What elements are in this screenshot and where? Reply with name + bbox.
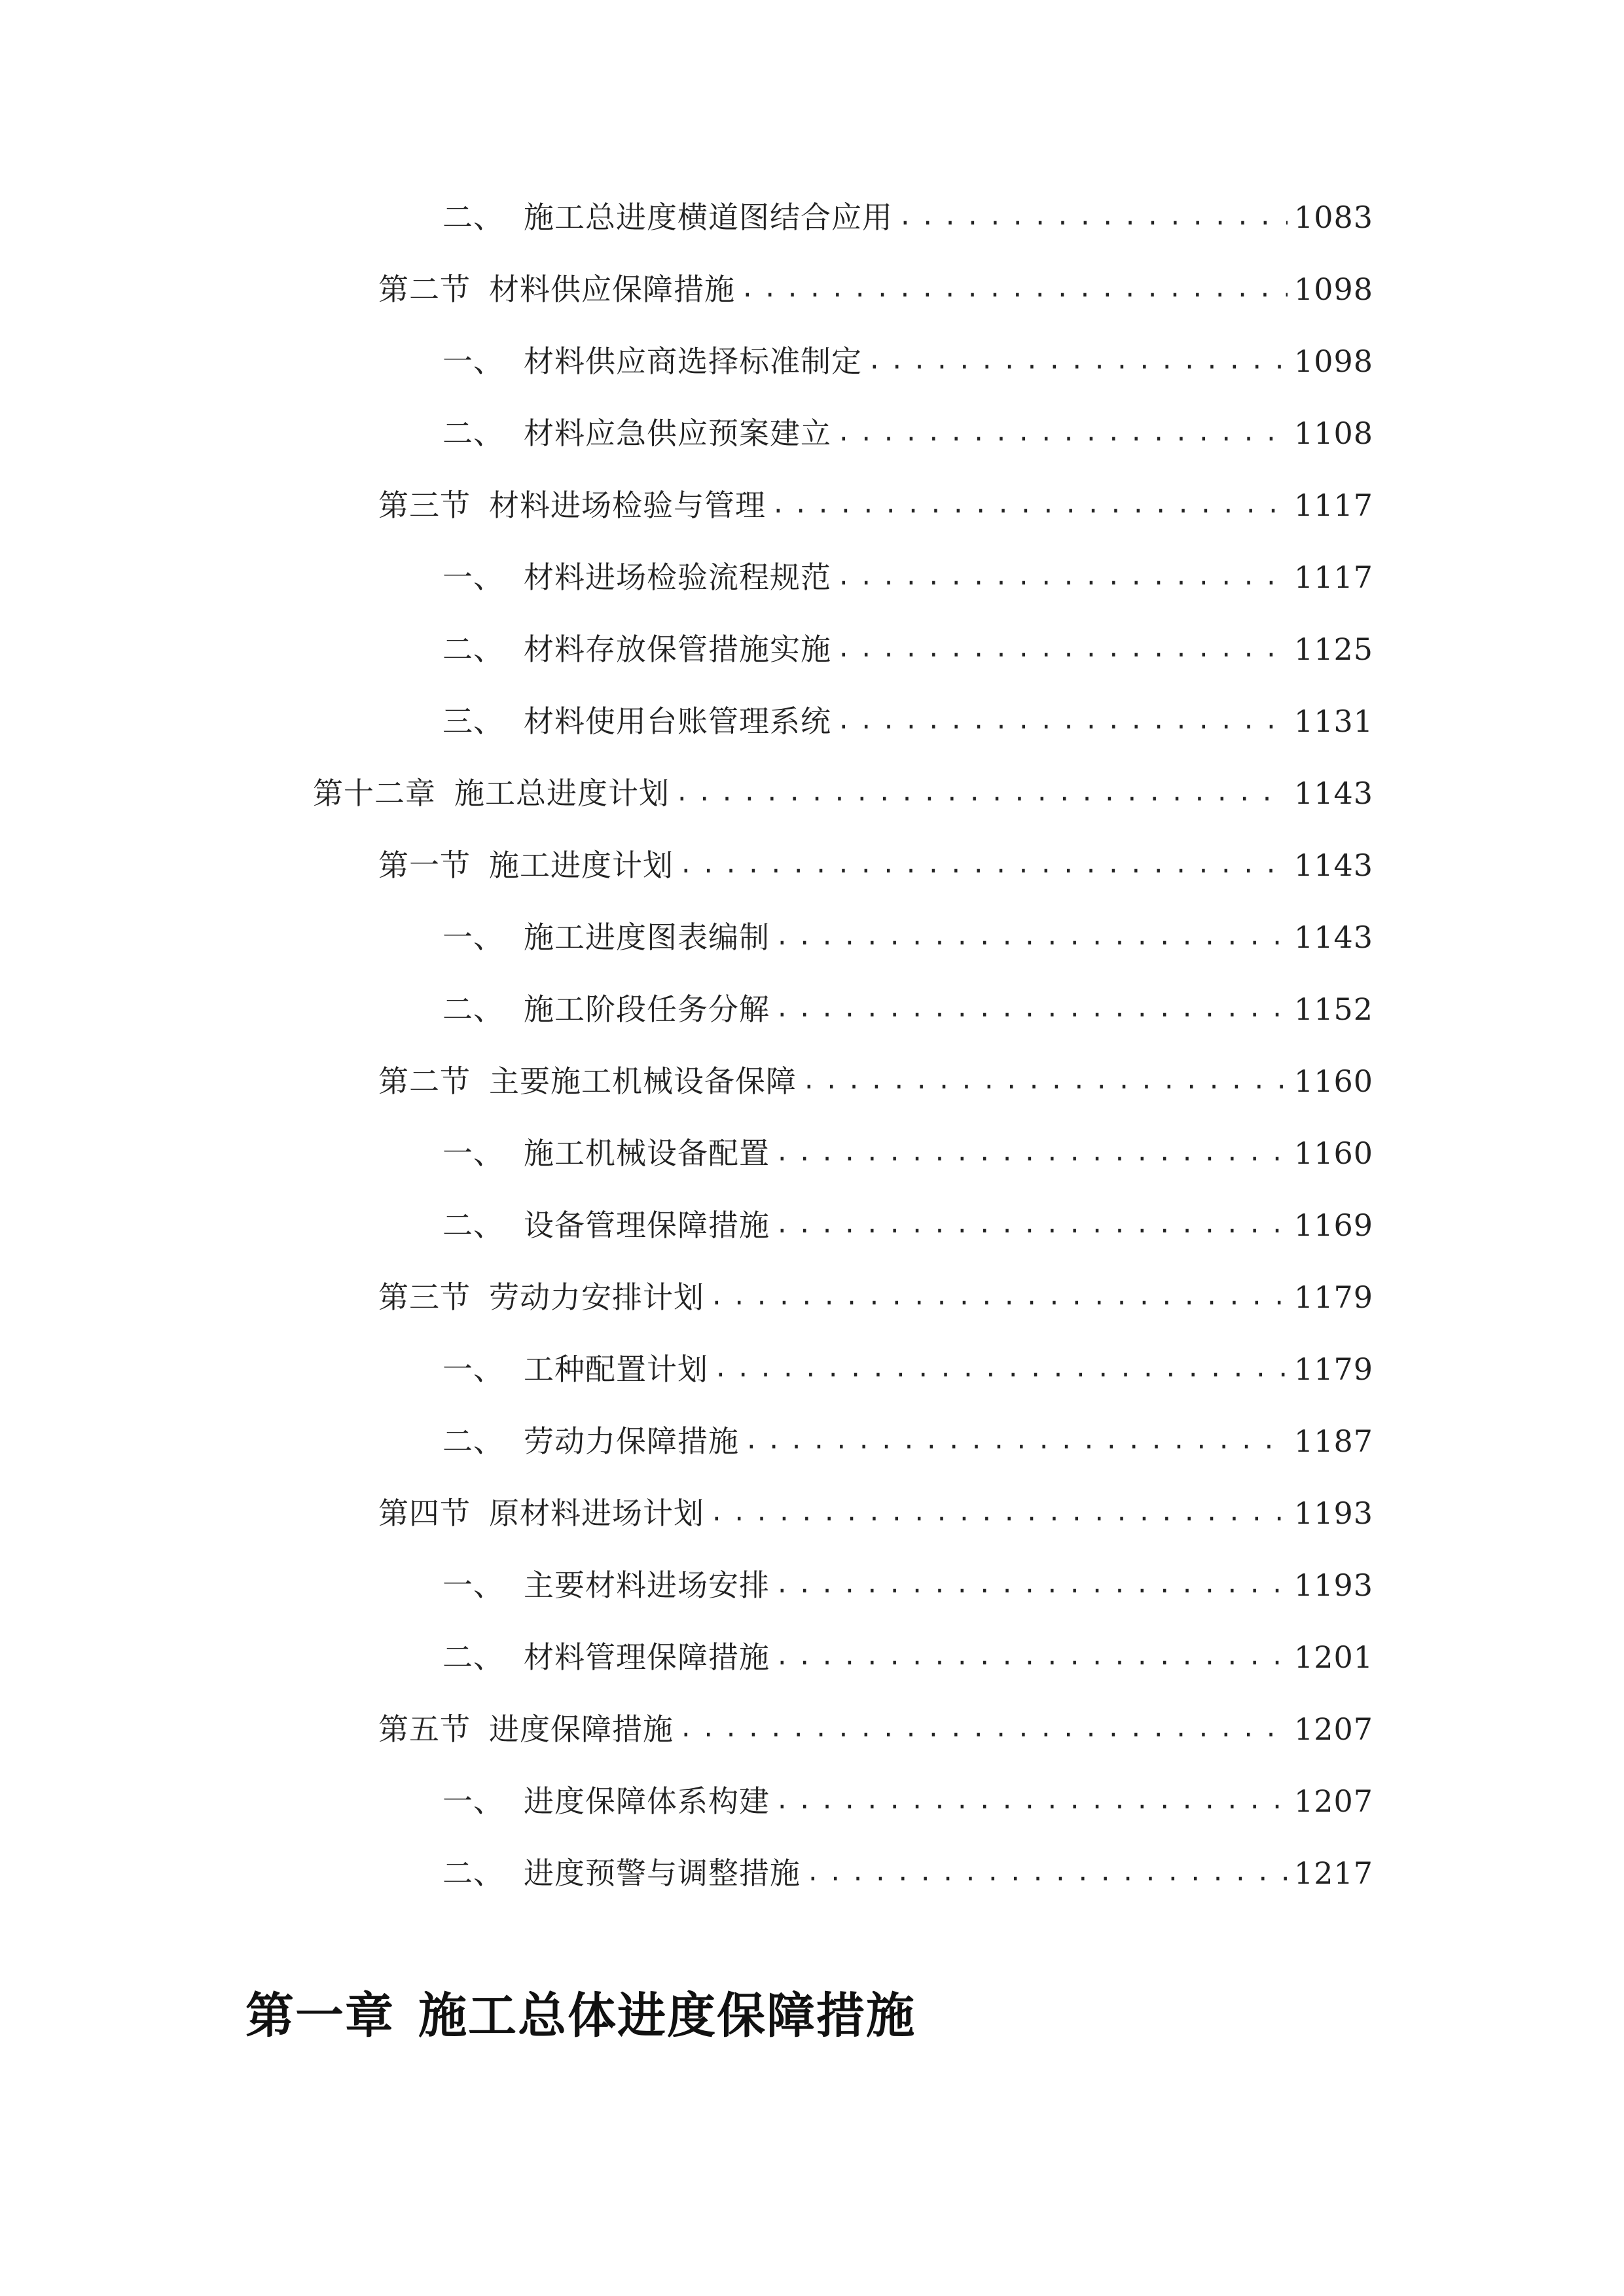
toc-entry[interactable]: [0, 1271, 1624, 1343]
toc-entry-number: 二、: [442, 992, 504, 1027]
toc-entry-number: 第二节: [378, 272, 471, 307]
toc-entry-title: 材料存放保管措施实施: [524, 632, 831, 667]
chapter-heading-title: 施工总体进度保障措施: [418, 1988, 916, 2044]
toc-entry-title: 进度保障措施: [489, 1712, 674, 1747]
toc-dot-leader: [775, 1559, 1288, 1611]
toc-entry-page: 1179: [1293, 1352, 1373, 1387]
toc-entry-number: 二、: [442, 632, 504, 667]
chapter-heading-number: 第一章: [245, 1988, 395, 2044]
toc-entry-page: 1193: [1293, 1568, 1373, 1603]
toc-entry-number: 二、: [442, 416, 504, 451]
toc-entry-title: 材料供应保障措施: [489, 272, 735, 307]
toc-dot-leader: [775, 1127, 1288, 1179]
toc-entry[interactable]: [0, 767, 1624, 839]
toc-entry-page: 1143: [1293, 848, 1373, 883]
toc-entry-page: 1193: [1293, 1496, 1373, 1531]
toc-entry-page: 1098: [1293, 344, 1373, 379]
toc-entry-title: 材料应急供应预案建立: [524, 416, 831, 451]
toc-entry-number: 一、: [442, 344, 504, 379]
toc-entry-number: 第三节: [378, 488, 471, 523]
toc-entry-page: 1143: [1293, 776, 1373, 811]
toc-entry-number: 第一节: [378, 848, 471, 883]
toc-entry[interactable]: [0, 1487, 1624, 1559]
toc-entry-title: 材料供应商选择标准制定: [524, 344, 862, 379]
toc-entry[interactable]: [0, 191, 1624, 263]
toc-entry-title: 劳动力保障措施: [524, 1424, 739, 1459]
toc-entry-number: 三、: [442, 704, 504, 739]
toc-entry-number: 一、: [442, 560, 504, 595]
toc-dot-leader: [713, 1343, 1288, 1395]
toc-entry-title: 材料进场检验与管理: [489, 488, 766, 523]
toc-dot-leader: [775, 983, 1288, 1035]
toc-entry-page: 1152: [1293, 992, 1373, 1027]
toc-entry-title: 进度保障体系构建: [524, 1784, 770, 1819]
toc-entry-page: 1083: [1293, 200, 1373, 235]
toc-entry-page: 1187: [1293, 1424, 1373, 1459]
toc-entry-page: 1117: [1293, 488, 1373, 523]
toc-entry[interactable]: [0, 911, 1624, 983]
toc-entry-page: 1207: [1293, 1784, 1373, 1819]
toc-entry[interactable]: [0, 407, 1624, 479]
toc-entry-title: 主要材料进场安排: [524, 1568, 770, 1603]
toc-dot-leader: [675, 767, 1288, 819]
toc-entry[interactable]: [0, 1847, 1624, 1919]
toc-entry[interactable]: [0, 623, 1624, 695]
table-of-contents: [0, 191, 1624, 1919]
toc-dot-leader: [837, 695, 1288, 747]
toc-entry[interactable]: [0, 1775, 1624, 1847]
toc-entry-number: 一、: [442, 1568, 504, 1603]
toc-entry-number: 二、: [442, 200, 504, 235]
toc-entry-number: 二、: [442, 1208, 504, 1243]
toc-entry-title: 劳动力安排计划: [489, 1280, 704, 1315]
toc-entry-page: 1117: [1293, 560, 1373, 595]
toc-entry[interactable]: [0, 263, 1624, 335]
toc-entry-number: 一、: [442, 1136, 504, 1171]
toc-entry[interactable]: [0, 1631, 1624, 1703]
toc-dot-leader: [806, 1847, 1288, 1899]
toc-dot-leader: [775, 1631, 1288, 1683]
toc-entry-title: 原材料进场计划: [489, 1496, 704, 1531]
toc-entry-page: 1201: [1293, 1640, 1373, 1675]
toc-entry-number: 一、: [442, 1352, 504, 1387]
toc-entry-number: 第二节: [378, 1064, 471, 1099]
toc-entry-number: 一、: [442, 920, 504, 955]
toc-dot-leader: [775, 1775, 1288, 1827]
toc-entry-page: 1125: [1293, 632, 1373, 667]
toc-entry-number: 第四节: [378, 1496, 471, 1531]
toc-dot-leader: [775, 1199, 1288, 1251]
toc-dot-leader: [710, 1487, 1288, 1539]
chapter-heading: [245, 1983, 916, 2049]
toc-entry[interactable]: [0, 1199, 1624, 1271]
toc-entry-number: 第三节: [378, 1280, 471, 1315]
toc-entry-page: 1217: [1293, 1856, 1373, 1891]
toc-entry[interactable]: [0, 1127, 1624, 1199]
toc-entry[interactable]: [0, 1343, 1624, 1415]
toc-entry[interactable]: [0, 1415, 1624, 1487]
toc-entry-title: 进度预警与调整措施: [524, 1856, 801, 1891]
toc-entry-number: 第五节: [378, 1712, 471, 1747]
toc-dot-leader: [867, 335, 1288, 387]
toc-entry-number: 二、: [442, 1640, 504, 1675]
toc-entry-number: 第十二章: [313, 776, 436, 811]
toc-entry-page: 1131: [1293, 704, 1373, 739]
toc-entry[interactable]: [0, 1055, 1624, 1127]
toc-entry-number: 二、: [442, 1856, 504, 1891]
toc-dot-leader: [679, 839, 1288, 891]
toc-entry[interactable]: [0, 839, 1624, 911]
toc-entry[interactable]: [0, 551, 1624, 623]
toc-dot-leader: [898, 191, 1288, 243]
toc-entry-title: 材料进场检验流程规范: [524, 560, 831, 595]
toc-entry-title: 施工总进度计划: [454, 776, 670, 811]
toc-entry-title: 材料使用台账管理系统: [524, 704, 831, 739]
toc-dot-leader: [740, 263, 1288, 315]
toc-entry-page: 1143: [1293, 920, 1373, 955]
toc-entry-number: 一、: [442, 1784, 504, 1819]
toc-entry-title: 施工总进度横道图结合应用: [524, 200, 893, 235]
toc-entry-title: 主要施工机械设备保障: [489, 1064, 797, 1099]
toc-entry-page: 1207: [1293, 1712, 1373, 1747]
toc-entry-title: 工种配置计划: [524, 1352, 708, 1387]
toc-dot-leader: [837, 407, 1288, 459]
toc-entry[interactable]: [0, 335, 1624, 407]
toc-entry-page: 1160: [1293, 1064, 1373, 1099]
toc-entry[interactable]: [0, 695, 1624, 767]
toc-entry-title: 施工机械设备配置: [524, 1136, 770, 1171]
toc-entry-title: 设备管理保障措施: [524, 1208, 770, 1243]
toc-dot-leader: [744, 1415, 1288, 1467]
toc-entry[interactable]: [0, 479, 1624, 551]
toc-dot-leader: [837, 551, 1288, 603]
toc-entry[interactable]: [0, 1559, 1624, 1631]
toc-dot-leader: [771, 479, 1288, 531]
toc-entry[interactable]: [0, 1703, 1624, 1775]
toc-entry-title: 施工进度图表编制: [524, 920, 770, 955]
toc-dot-leader: [837, 623, 1288, 675]
toc-dot-leader: [775, 911, 1288, 963]
toc-entry-page: 1179: [1293, 1280, 1373, 1315]
toc-entry-title: 材料管理保障措施: [524, 1640, 770, 1675]
toc-dot-leader: [679, 1703, 1288, 1755]
toc-entry-number: 二、: [442, 1424, 504, 1459]
toc-entry[interactable]: [0, 983, 1624, 1055]
toc-entry-title: 施工阶段任务分解: [524, 992, 770, 1027]
toc-entry-title: 施工进度计划: [489, 848, 674, 883]
toc-entry-page: 1169: [1293, 1208, 1373, 1243]
toc-dot-leader: [802, 1055, 1288, 1107]
toc-dot-leader: [710, 1271, 1288, 1323]
toc-entry-page: 1098: [1293, 272, 1373, 307]
toc-entry-page: 1160: [1293, 1136, 1373, 1171]
toc-entry-page: 1108: [1293, 416, 1373, 451]
